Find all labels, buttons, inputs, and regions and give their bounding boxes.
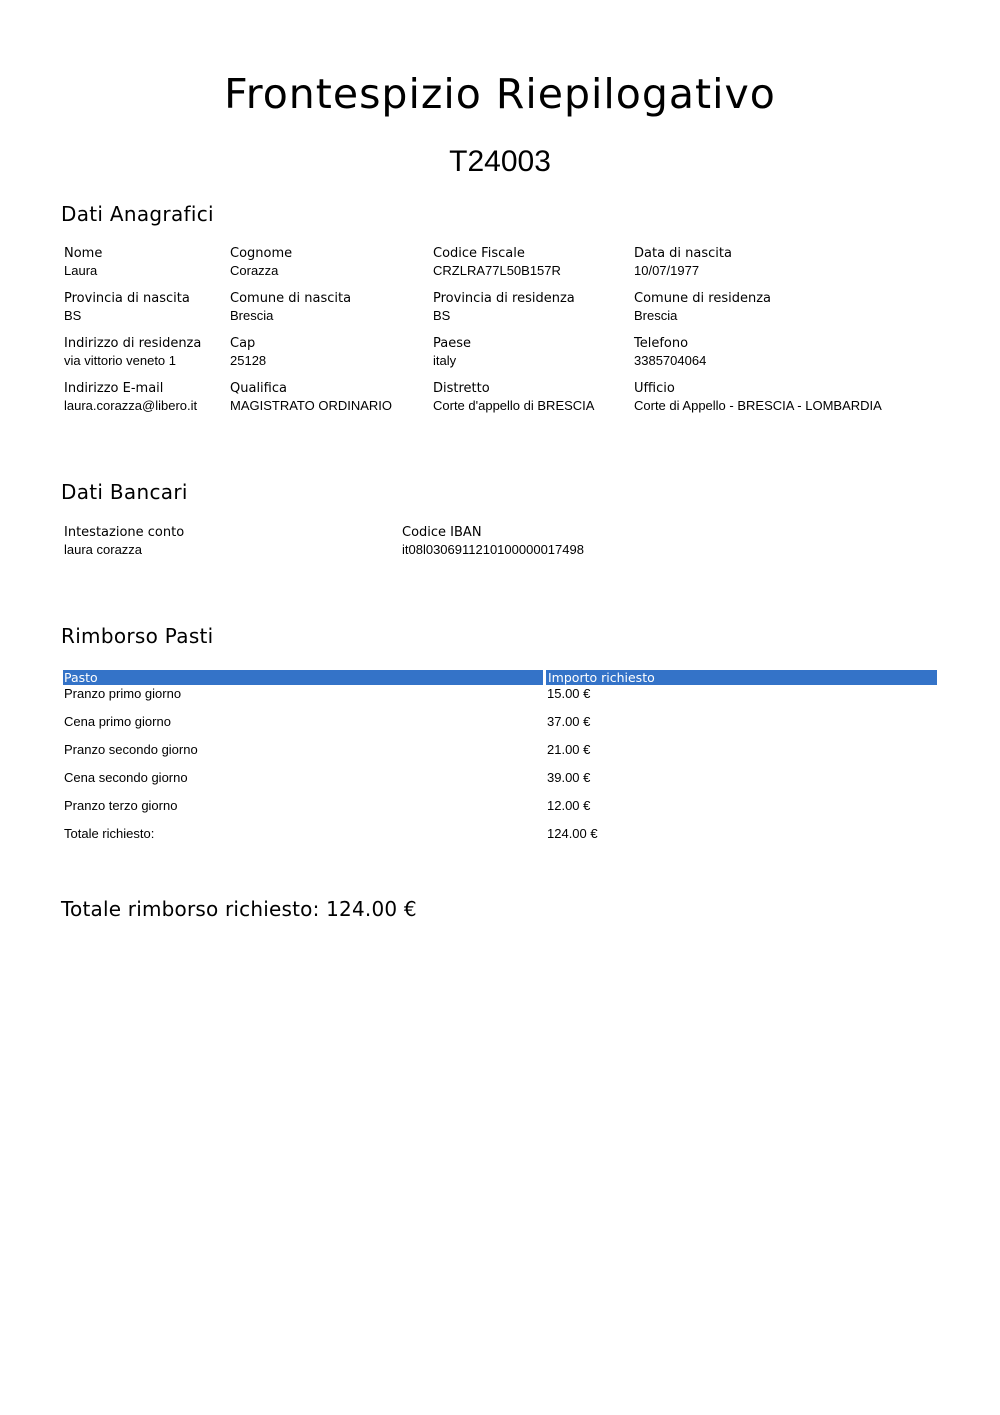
field-data-di-nascita — [634, 246, 732, 280]
meal-name: Cena primo giorno — [64, 714, 171, 729]
field-value: Laura — [64, 263, 98, 278]
field-qualifica — [230, 381, 392, 415]
field-label: Comune di nascita — [230, 291, 352, 306]
field-indirizzo-email — [64, 381, 197, 415]
field-value: BS — [64, 308, 82, 323]
field-nome — [64, 246, 102, 280]
meal-name: Pranzo terzo giorno — [64, 798, 178, 813]
field-label: Data di nascita — [634, 246, 732, 261]
meal-name: Cena secondo giorno — [64, 770, 188, 785]
field-label: Codice IBAN — [402, 525, 482, 540]
section-title-rimborso-pasti: Rimborso Pasti — [61, 624, 214, 648]
field-value: it08l0306911210100000017498 — [402, 542, 584, 557]
field-value: Brescia — [230, 308, 274, 323]
field-value: laura corazza — [64, 542, 143, 557]
table-row — [63, 769, 937, 797]
field-label: Intestazione conto — [64, 525, 185, 540]
meal-name: Pranzo primo giorno — [64, 686, 182, 701]
field-comune-di-nascita — [230, 291, 351, 325]
field-label: Provincia di nascita — [64, 291, 190, 306]
field-value: Corte di Appello - BRESCIA - LOMBARDIA — [634, 398, 882, 413]
document-code: T24003 — [449, 145, 551, 178]
field-label: Telefono — [634, 336, 689, 351]
field-value: 25128 — [230, 353, 267, 368]
field-value: via vittorio veneto 1 — [64, 353, 177, 368]
grand-total: Totale rimborso richiesto: 124.00 € — [61, 897, 417, 921]
field-label: Cognome — [230, 246, 293, 261]
meal-amount: 15.00 € — [547, 686, 591, 701]
total-amount: 124.00 € — [547, 826, 598, 841]
document-title: Frontespizio Riepilogativo — [224, 70, 776, 118]
field-label: Comune di residenza — [634, 291, 772, 306]
field-cognome — [230, 246, 292, 280]
field-value: 3385704064 — [634, 353, 707, 368]
field-distretto — [433, 381, 594, 415]
field-label: Indirizzo di residenza — [64, 336, 202, 351]
table-row — [63, 797, 937, 825]
field-label: Distretto — [433, 381, 490, 396]
meal-amount: 12.00 € — [547, 798, 591, 813]
field-codice-fiscale — [433, 246, 561, 280]
meal-amount: 21.00 € — [547, 742, 591, 757]
field-value: 10/07/1977 — [634, 263, 700, 278]
field-codice-iban — [402, 525, 584, 559]
field-provincia-di-nascita — [64, 291, 190, 325]
field-cap — [230, 336, 266, 370]
field-paese — [433, 336, 471, 370]
meal-table-header — [63, 670, 937, 685]
table-total-row — [63, 825, 937, 853]
table-row — [63, 741, 937, 769]
field-value: italy — [433, 353, 457, 368]
field-value: Brescia — [634, 308, 678, 323]
meal-amount: 37.00 € — [547, 714, 591, 729]
field-comune-di-residenza — [634, 291, 771, 325]
meal-name: Pranzo secondo giorno — [64, 742, 198, 757]
field-ufficio — [634, 381, 882, 415]
meal-amount: 39.00 € — [547, 770, 591, 785]
field-label: Provincia di residenza — [433, 291, 575, 306]
field-provincia-di-residenza — [433, 291, 575, 325]
field-label: Nome — [64, 246, 103, 261]
table-row — [63, 685, 937, 713]
field-indirizzo-di-residenza — [64, 336, 201, 370]
table-row — [63, 713, 937, 741]
field-value: BS — [433, 308, 451, 323]
field-value: CRZLRA77L50B157R — [433, 263, 561, 278]
field-value: Corte d'appello di BRESCIA — [433, 398, 595, 413]
total-label: Totale richiesto: — [64, 826, 155, 841]
field-telefono — [634, 336, 706, 370]
column-header-pasto: Pasto — [63, 670, 543, 685]
field-label: Cap — [230, 336, 256, 351]
field-value: laura.corazza@libero.it — [64, 398, 198, 413]
field-value: MAGISTRATO ORDINARIO — [230, 398, 393, 413]
field-value: Corazza — [230, 263, 279, 278]
meal-table — [63, 670, 937, 853]
column-header-importo: Importo richiesto — [546, 670, 937, 685]
field-intestazione-conto — [64, 525, 184, 559]
field-label: Paese — [433, 336, 471, 351]
section-title-dati-bancari: Dati Bancari — [61, 480, 188, 504]
field-label: Codice Fiscale — [433, 246, 525, 261]
field-label: Qualifica — [230, 381, 287, 396]
field-label: Indirizzo E-mail — [64, 381, 164, 396]
field-label: Ufficio — [634, 381, 675, 396]
section-title-dati-anagrafici: Dati Anagrafici — [61, 202, 214, 226]
